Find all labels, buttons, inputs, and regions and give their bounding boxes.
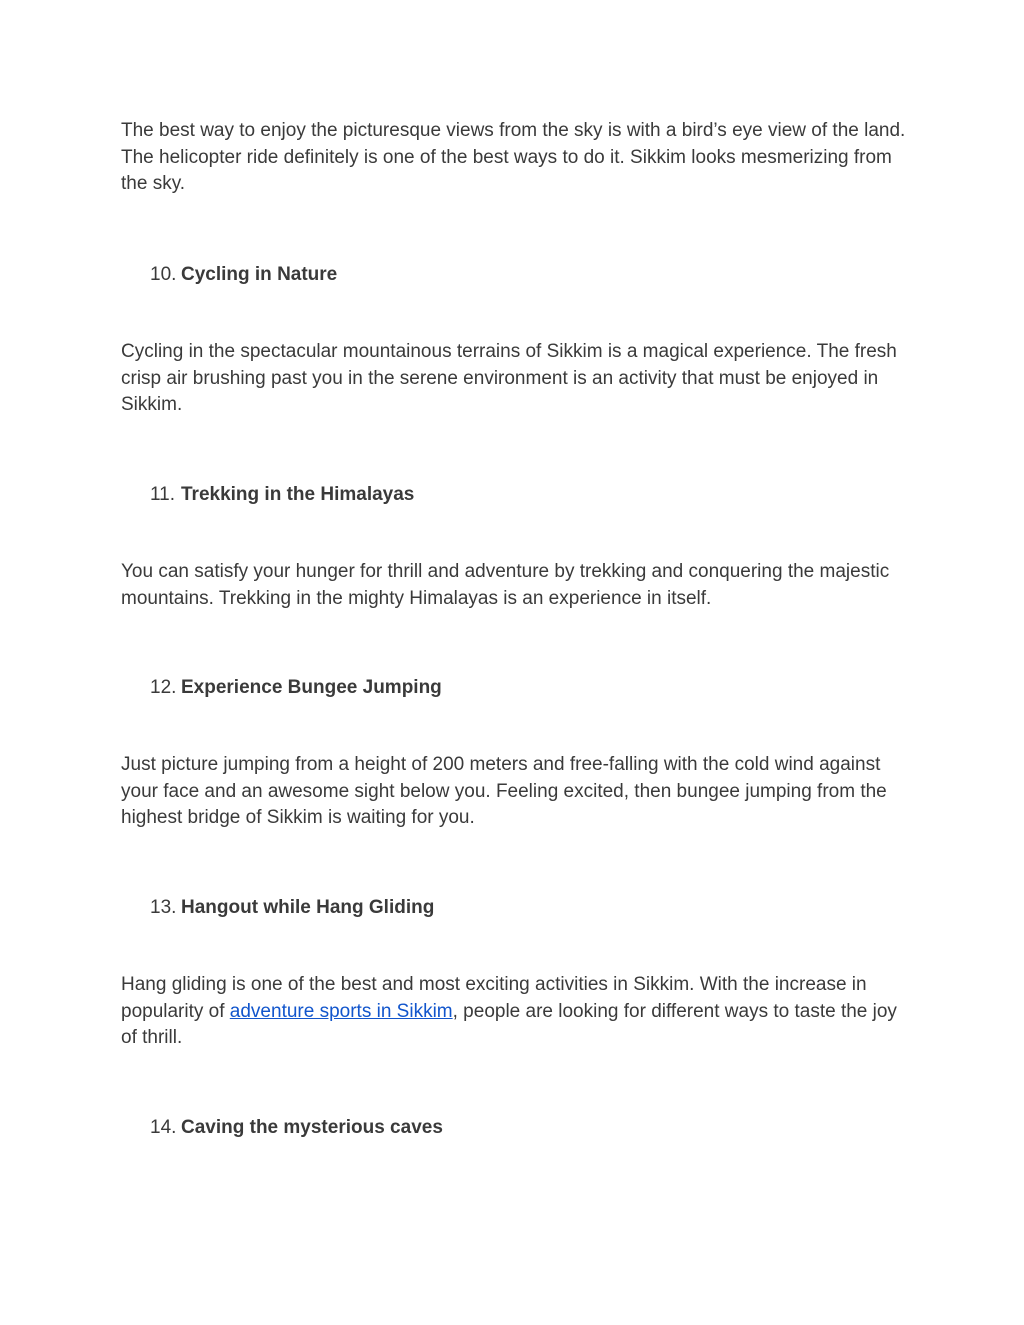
cycling-paragraph: Cycling in the spectacular mountainous terrains of Sikkim is a magical experience. The fresh crisp air brushing past you in the serene environment is an activity that must be enjoyed in Sikkim. <box>121 341 897 416</box>
heading-bungee <box>150 675 442 701</box>
hang-gliding-paragraph <box>121 972 911 1052</box>
adventure-sports-link[interactable]: adventure sports in Sikkim <box>229 1000 453 1022</box>
heading-title: Caving the mysterious caves <box>181 1117 443 1138</box>
paragraph-text: , people are looking for different ways to taste the joy of thrill. <box>121 1000 897 1049</box>
list-number: 14. <box>150 1117 177 1138</box>
trekking-paragraph: You can satisfy your hunger for thrill and adventure by trekking and conquering the majestic mountains. Trekking in the mighty Himalayas is an experience in itself. <box>121 561 890 609</box>
heading-caving <box>150 1115 443 1141</box>
list-number: 10. <box>150 264 177 285</box>
paragraph-text: Hang gliding is one of the best and most exciting activities in Sikkim. With the increase in popularity of <box>121 974 867 1022</box>
heading-title: Experience Bungee Jumping <box>181 677 442 698</box>
heading-title: Cycling in Nature <box>181 264 338 285</box>
list-number: 12. <box>150 677 177 698</box>
heading-trekking <box>150 482 414 508</box>
heading-cycling <box>150 262 337 288</box>
bungee-paragraph: Just picture jumping from a height of 200 meters and free-falling with the cold wind against your face and an awesome sight below you. Feeling excited, then bungee jumping from the highest bridge of Sikkim is waiting for you. <box>121 754 887 829</box>
heading-hang-gliding <box>150 895 434 921</box>
heading-title: Trekking in the Himalayas <box>181 484 415 505</box>
heading-title: Hangout while Hang Gliding <box>181 897 435 918</box>
list-number: 11. <box>150 484 176 505</box>
intro-paragraph: The best way to enjoy the picturesque views from the sky is with a bird’s eye view of the land. The helicopter ride definitely is one of the best ways to do it. Sikkim looks mesmerizing from the sky. <box>121 120 906 195</box>
list-number: 13. <box>150 897 177 918</box>
